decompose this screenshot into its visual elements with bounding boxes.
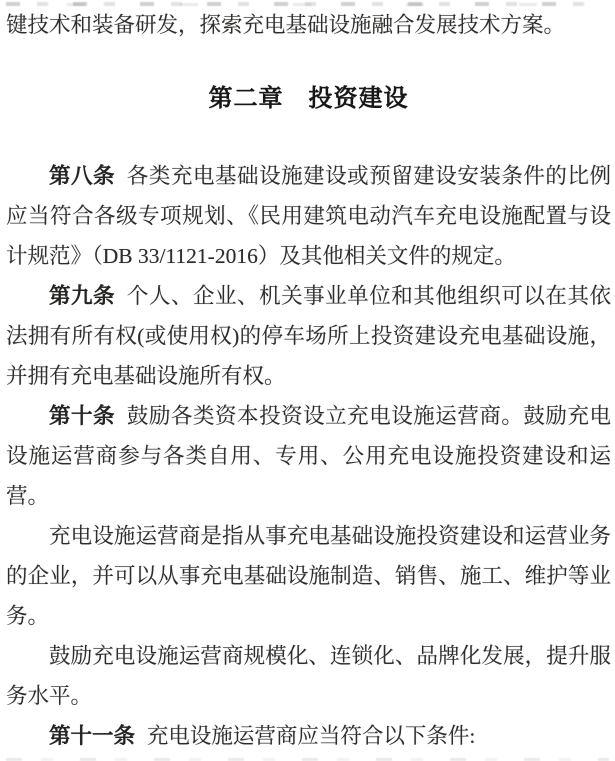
cut-off-text-bottom-artifact <box>6 756 609 761</box>
article-11-number-label: 第十一条 <box>49 724 136 748</box>
paragraph-article-8 <box>6 156 611 276</box>
article-9-number-label: 第九条 <box>49 284 116 308</box>
article-8-text: 各类充电基础设施建设或预留建设安装条件的比例应当符合各级专项规划、《民用建筑电动汽车充电设施配置与设计规范》（DB 33/1121-2016）及其他相关文件的规定。 <box>6 164 611 268</box>
article-11-text: 充电设施运营商应当符合以下条件: <box>146 724 476 748</box>
paragraph-article-10 <box>6 396 611 516</box>
paragraph-operator-definition-text: 充电设施运营商是指从事充电基础设施投资建设和运营业务的企业，并可以从事充电基础设施制造、销售、施工、维护等业务。 <box>6 524 611 628</box>
article-9-text: 个人、企业、机关事业单位和其他组织可以在其依法拥有所有权(或使用权)的停车场所上投资建设充电基础设施，并拥有充电基础设施所有权。 <box>6 284 611 388</box>
paragraph-operator-definition <box>6 516 611 636</box>
article-8-number-label: 第八条 <box>49 164 116 188</box>
paragraph-operator-encouragement-text: 鼓励充电设施运营商规模化、连锁化、品牌化发展，提升服务水平。 <box>6 644 611 708</box>
chapter-heading: 第二章 投资建设 <box>208 85 409 112</box>
article-body <box>6 156 611 756</box>
paragraph-continuation: 键技术和装备研发，探索充电基础设施融合发展技术方案。 <box>6 13 566 37</box>
paragraph-article-11 <box>6 716 611 756</box>
article-10-text: 鼓励各类资本投资设立充电设施运营商。鼓励充电设施运营商参与各类自用、专用、公用充电设施投资建设和运营。 <box>6 404 611 508</box>
article-10-number-label: 第十条 <box>49 404 116 428</box>
paragraph-operator-encouragement <box>6 636 611 716</box>
paragraph-article-9 <box>6 276 611 396</box>
